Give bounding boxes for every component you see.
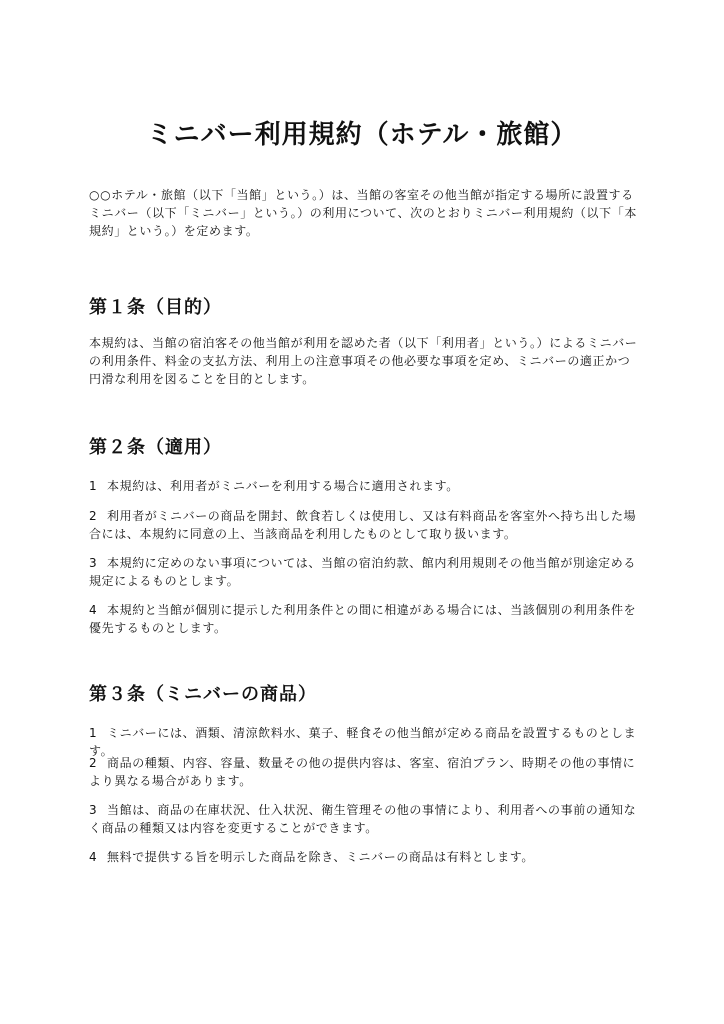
paragraph-text: 本規約は、利用者がミニバーを利用する場合に適用されます。 bbox=[107, 479, 459, 493]
paragraph-number: 3 bbox=[89, 803, 98, 817]
article-3-paragraph-2 bbox=[89, 754, 639, 790]
paragraph-number: 2 bbox=[89, 509, 98, 523]
article-3-heading: 第３条（ミニバーの商品） bbox=[89, 684, 317, 705]
paragraph-text: 当館は、商品の在庫状況、仕入状況、衛生管理その他の事情により、利用者への事前の通知なく商品の種類又は内容を変更することができます。 bbox=[89, 803, 637, 835]
article-3-paragraph-3 bbox=[89, 801, 639, 837]
article-2-paragraph-3 bbox=[89, 554, 639, 590]
document-title: ミニバー利用規約（ホテル・旅館） bbox=[146, 120, 578, 150]
paragraph-text: ミニバーには、酒類、清涼飲料水、菓子、軽食その他当館が定める商品を設置するものとします。 bbox=[89, 726, 637, 758]
paragraph-number: 2 bbox=[89, 756, 98, 770]
article-1-paragraph: 本規約は、当館の宿泊客その他当館が利用を認めた者（以下「利用者」という。）によるミニバーの利用条件、料金の支払方法、利用上の注意事項その他必要な事項を定め、ミニバーの適正かつ円滑な利用を図ることを目的とします。 bbox=[89, 336, 638, 386]
paragraph-number: 4 bbox=[89, 850, 98, 864]
intro-paragraph: ○○ホテル・旅館（以下「当館」という。）は、当館の客室その他当館が指定する場所に設置するミニバー（以下「ミニバー」という。）の利用について、次のとおりミニバー利用規約（以下「本規約」という。）を定めます。 bbox=[89, 188, 637, 238]
paragraph-text: 利用者がミニバーの商品を開封、飲食若しくは使用し、又は有料商品を客室外へ持ち出した場合には、本規約に同意の上、当該商品を利用したものとして取り扱います。 bbox=[89, 509, 637, 541]
paragraph-number: 1 bbox=[89, 479, 98, 493]
paragraph-number: 1 bbox=[89, 726, 98, 740]
article-3-paragraph-4 bbox=[89, 848, 639, 866]
article-2-paragraph-2 bbox=[89, 507, 639, 543]
paragraph-text: 本規約と当館が個別に提示した利用条件との間に相違がある場合には、当該個別の利用条件を優先するものとします。 bbox=[89, 603, 637, 635]
paragraph-number: 3 bbox=[89, 556, 98, 570]
paragraph-text: 無料で提供する旨を明示した商品を除き、ミニバーの商品は有料とします。 bbox=[107, 850, 534, 864]
article-2-paragraph-1 bbox=[89, 477, 639, 495]
article-2-paragraph-4 bbox=[89, 601, 639, 637]
paragraph-text: 本規約に定めのない事項については、当館の宿泊約款、館内利用規則その他当館が別途定める規定によるものとします。 bbox=[89, 556, 636, 588]
paragraph-number: 4 bbox=[89, 603, 98, 617]
paragraph-text: 商品の種類、内容、容量、数量その他の提供内容は、客室、宿泊プラン、時期その他の事情により異なる場合があります。 bbox=[89, 756, 636, 788]
article-2-heading: 第２条（適用） bbox=[89, 437, 222, 458]
article-1-heading: 第１条（目的） bbox=[89, 297, 222, 318]
